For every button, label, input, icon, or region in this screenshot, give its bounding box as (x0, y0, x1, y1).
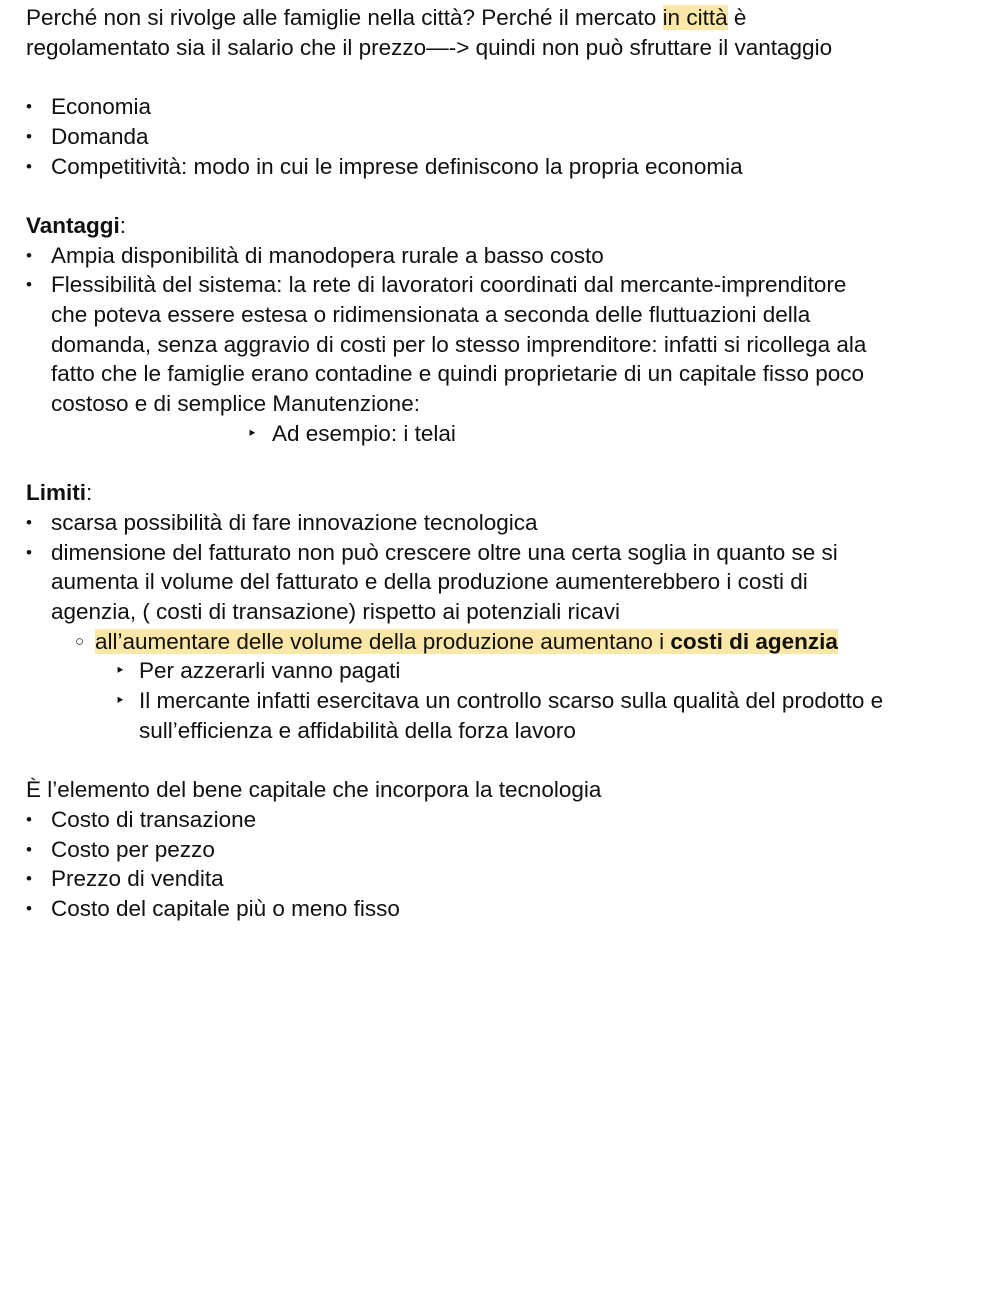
sub-list-item: ‣ Ad esempio: i telai (26, 419, 976, 449)
bullet-list-topics (26, 92, 976, 181)
intro-text: Perché non si rivolge alle famiglie nella città? Perché il mercato (26, 5, 663, 30)
list-item: • Costo di transazione (26, 805, 976, 835)
highlight-text-bold: costi di agenzia (670, 628, 838, 654)
list-item: • Competitività: modo in cui le imprese definiscono la propria economia (26, 152, 976, 182)
list-item: • Domanda (26, 122, 976, 152)
bullet-list-vantaggi (26, 241, 976, 449)
sub-sub-list-item: ‣ Per azzerarli vanno pagati (26, 656, 976, 686)
list-item: • Costo del capitale più o meno fisso (26, 894, 976, 924)
section-heading-limiti (26, 478, 976, 508)
heading-text: Limiti (26, 480, 86, 506)
list-item-line: • dimensione del fatturato non può crescere oltre una certa soglia in quanto se si (51, 539, 838, 565)
sub-list-item-circle (26, 627, 976, 657)
spacer (26, 181, 976, 211)
list-item: • Economia (26, 92, 976, 122)
list-item-line: fatto che le famiglie erano contadine e quindi proprietarie di un capitale fisso poco (51, 361, 865, 387)
bullet-list-costs (26, 805, 976, 924)
intro-line-2: regolamentato sia il salario che il prezzo—-> quindi non può sfruttare il vantaggio (26, 34, 833, 60)
list-item-line: agenzia, ( costi di transazione) rispetto ai potenziali ricavi (51, 599, 621, 625)
highlighted-text (95, 629, 838, 654)
list-item-line: che poteva essere estesa o ridimensionata a seconda delle fluttuazioni della (51, 302, 811, 327)
list-item: • Prezzo di vendita (26, 864, 976, 894)
heading-text: Vantaggi (26, 212, 120, 238)
highlighted-text: in città (662, 5, 728, 30)
spacer (26, 746, 976, 776)
list-item-line: ‣ Il mercante infatti esercitava un controllo scarso sulla qualità del prodotto e (139, 688, 884, 714)
heading-colon: : (119, 212, 127, 238)
list-item-line: sull’efficienza e affidabilità della forza lavoro (139, 717, 576, 743)
list-item (26, 270, 976, 419)
list-item-line: aumenta il volume del fatturato e della produzione aumenterebbero i costi di (51, 569, 808, 595)
intro-text-end: è (727, 5, 747, 30)
closing-statement: È l’elemento del bene capitale che incorpora la tecnologia (26, 777, 602, 803)
spacer (26, 62, 976, 92)
spacer (26, 449, 976, 479)
section-heading-vantaggi (26, 211, 976, 241)
bullet-list-limiti (26, 508, 976, 746)
list-item: • scarsa possibilità di fare innovazione tecnologica (26, 508, 976, 538)
list-item-line: domanda, senza aggravio di costi per lo stesso imprenditore: infatti si ricollega ala (51, 331, 867, 357)
list-item-line: • Flessibilità del sistema: la rete di lavoratori coordinati dal mercante-imprenditore (51, 272, 847, 298)
heading-colon: : (86, 480, 93, 506)
list-item (26, 538, 976, 627)
note-page (26, 3, 976, 924)
list-item-line: costoso e di semplice Manutenzione: (51, 391, 420, 417)
highlight-text-normal: all’aumentare delle volume della produzione aumentano i (95, 628, 671, 654)
list-item: • Ampia disponibilità di manodopera rurale a basso costo (26, 241, 976, 271)
sub-sub-list-item (26, 686, 976, 745)
intro-line-1 (26, 3, 976, 33)
list-item: • Costo per pezzo (26, 835, 976, 865)
